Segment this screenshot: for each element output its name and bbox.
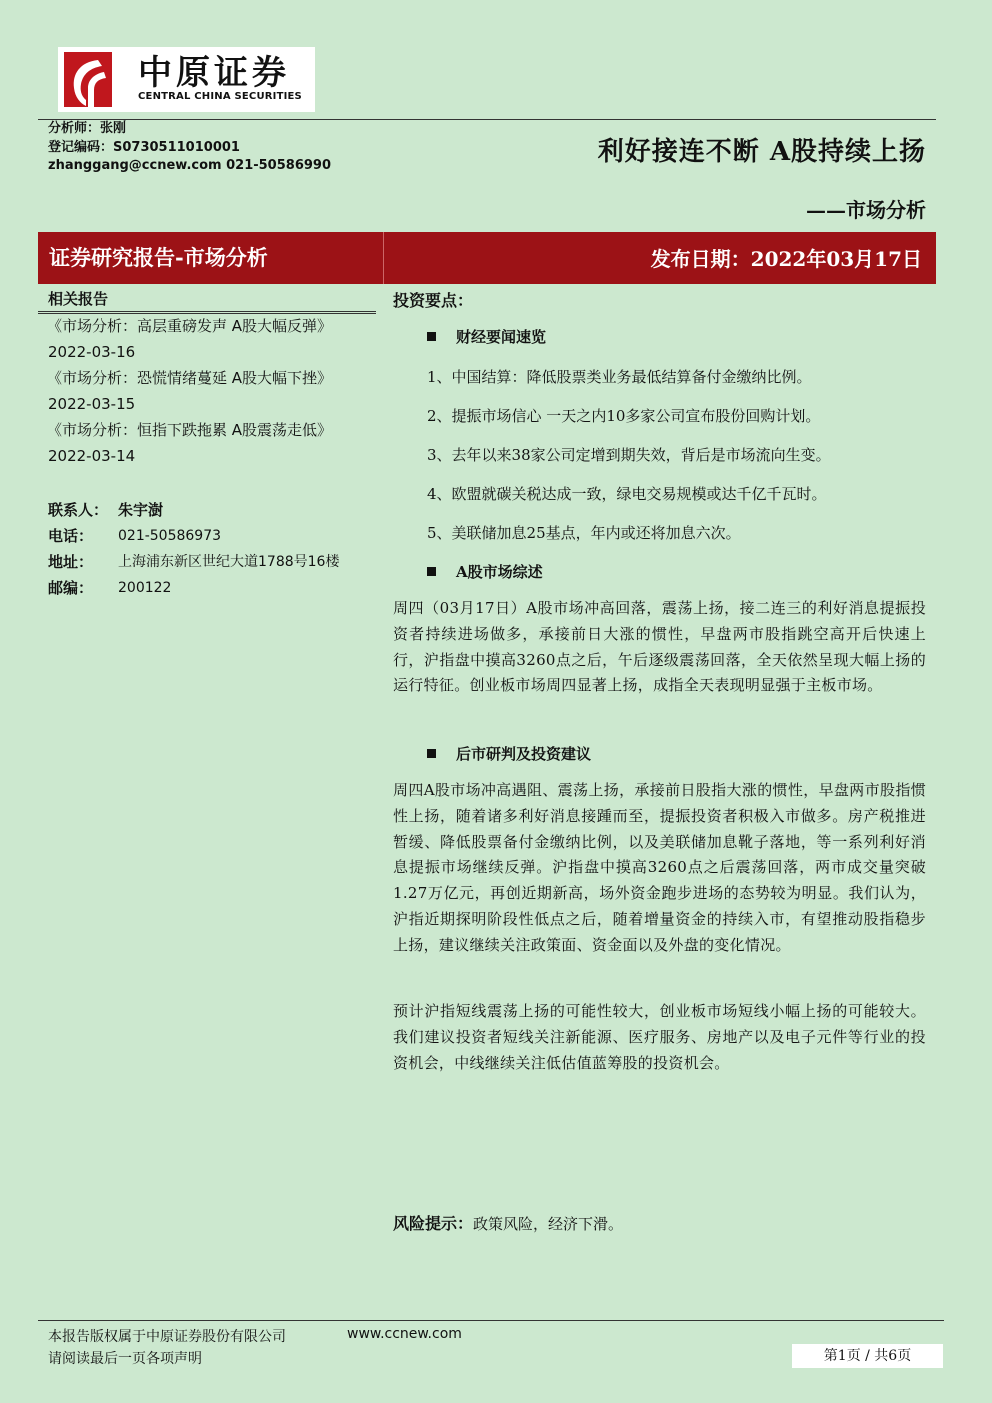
logo-name-en: CENTRAL CHINA SECURITIES	[138, 91, 302, 102]
section-title: 后市研判及投资建议	[456, 745, 592, 763]
forecast-paragraph: 预计沪指短线震荡上扬的可能性较大，创业板市场短线小幅上扬的可能较大。我们建议投资者短线关注新能源、医疗服务、房地产以及电子元件等行业的投资机会，中线继续关注低估值蓝筹股的投资机会。	[393, 1002, 926, 1072]
section-heading	[427, 743, 591, 764]
related-divider	[38, 311, 376, 312]
contact-person-label: 联系人：	[48, 501, 109, 519]
risk-notice	[393, 1211, 623, 1234]
footer-divider	[38, 1320, 944, 1321]
report-title: 利好接连不断 A股持续上扬	[597, 137, 926, 167]
bullet-icon	[427, 749, 436, 758]
market-summary-paragraph: 周四（03月17日）A股市场冲高回落，震荡上扬，接二连三的利好消息提振投资者持续进场做多，承接前日大涨的惯性，早盘两市股指跳空高开后快速上行，沪指盘中摸高3260点之后，午后逐级震荡回落，全天依然呈现大幅上扬的运行特征。创业板市场周四显著上扬，成指全天表现明显强于主板市场。	[393, 599, 926, 695]
news-item: 1、中国结算：降低股票类业务最低结算备付金缴纳比例。	[427, 368, 812, 386]
header-divider	[38, 119, 936, 120]
bullet-icon	[427, 332, 436, 341]
related-heading: 相关报告	[48, 290, 109, 308]
report-subtitle: ——市场分析	[806, 198, 926, 222]
logo-mark-icon	[64, 52, 112, 107]
related-report-title[interactable]: 《市场分析：高层重磅发声 A股大幅反弹》	[47, 317, 333, 335]
contact-zip: 200122	[118, 580, 172, 596]
analyst-contact: zhanggang@ccnew.com 021-50586990	[48, 158, 331, 173]
related-report-date: 2022-03-14	[48, 447, 136, 465]
report-type: 证券研究报告-市场分析	[49, 245, 268, 270]
related-report-date: 2022-03-15	[48, 395, 136, 413]
company-logo	[58, 47, 315, 112]
news-item: 2、提振市场信心 一天之内10多家公司宣布股份回购计划。	[427, 407, 821, 425]
news-item: 4、欧盟就碳关税达成一致，绿电交易规模或达千亿千瓦时。	[427, 485, 827, 503]
bullet-icon	[427, 567, 436, 576]
section-title: 财经要闻速览	[456, 328, 547, 346]
contact-person: 朱宇澍	[118, 501, 164, 519]
related-report-title[interactable]: 《市场分析：恐慌情绪蔓延 A股大幅下挫》	[47, 369, 333, 387]
page-indicator: 第1页 / 共6页	[792, 1344, 943, 1368]
copyright-text: 本报告版权属于中原证券股份有限公司	[48, 1329, 286, 1345]
section-title: A股市场综述	[456, 563, 543, 581]
related-report-date: 2022-03-16	[48, 343, 136, 361]
outlook-paragraph: 周四A股市场冲高遇阻、震荡上扬，承接前日股指大涨的惯性，早盘两市股指惯性上扬，随着诸多利好消息接踵而至，提振投资者积极入市做多。房产税推进暂缓、降低股票备付金缴纳比例，以及美联储加息靴子落地，等一系列利好消息提振市场继续反弹。沪指盘中摸高3260点之后震荡回落，两市成交量突破1.27万亿元，再创近期新高，场外资金跑步进场的态势较为明显。我们认为，沪指近期探明阶段性低点之后，随着增量资金的持续入市，有望推动股指稳步上扬，建议继续关注政策面、资金面以及外盘的变化情况。	[393, 781, 926, 954]
website-link[interactable]: www.ccnew.com	[347, 1326, 462, 1342]
contact-address: 上海浦东新区世纪大道1788号16楼	[118, 554, 340, 570]
analyst-registration: 登记编码：S0730511010001	[48, 140, 240, 155]
contact-phone-label: 电话：	[48, 527, 94, 545]
contact-address-label: 地址：	[48, 553, 94, 571]
section-heading	[427, 561, 543, 582]
news-item: 5、美联储加息25基点，年内或还将加息六次。	[427, 524, 741, 542]
risk-label: 风险提示：	[393, 1214, 474, 1233]
banner-divider	[383, 232, 384, 284]
section-heading	[427, 326, 546, 347]
related-report-title[interactable]: 《市场分析：恒指下跌拖累 A股震荡走低》	[47, 421, 333, 439]
analyst-name: 分析师：张刚	[48, 121, 127, 136]
contact-phone: 021-50586973	[118, 528, 222, 544]
risk-text: 政策风险，经济下滑。	[473, 1215, 624, 1233]
disclaimer-text: 请阅读最后一页各项声明	[48, 1351, 202, 1367]
logo-name-cn: 中原证券	[138, 53, 290, 93]
main-heading: 投资要点：	[393, 291, 474, 310]
contact-zip-label: 邮编：	[48, 579, 94, 597]
publish-date: 发布日期：2022年03月17日	[650, 247, 922, 271]
report-banner	[38, 232, 936, 284]
news-item: 3、去年以来38家公司定增到期失效，背后是市场流向生变。	[427, 446, 831, 464]
